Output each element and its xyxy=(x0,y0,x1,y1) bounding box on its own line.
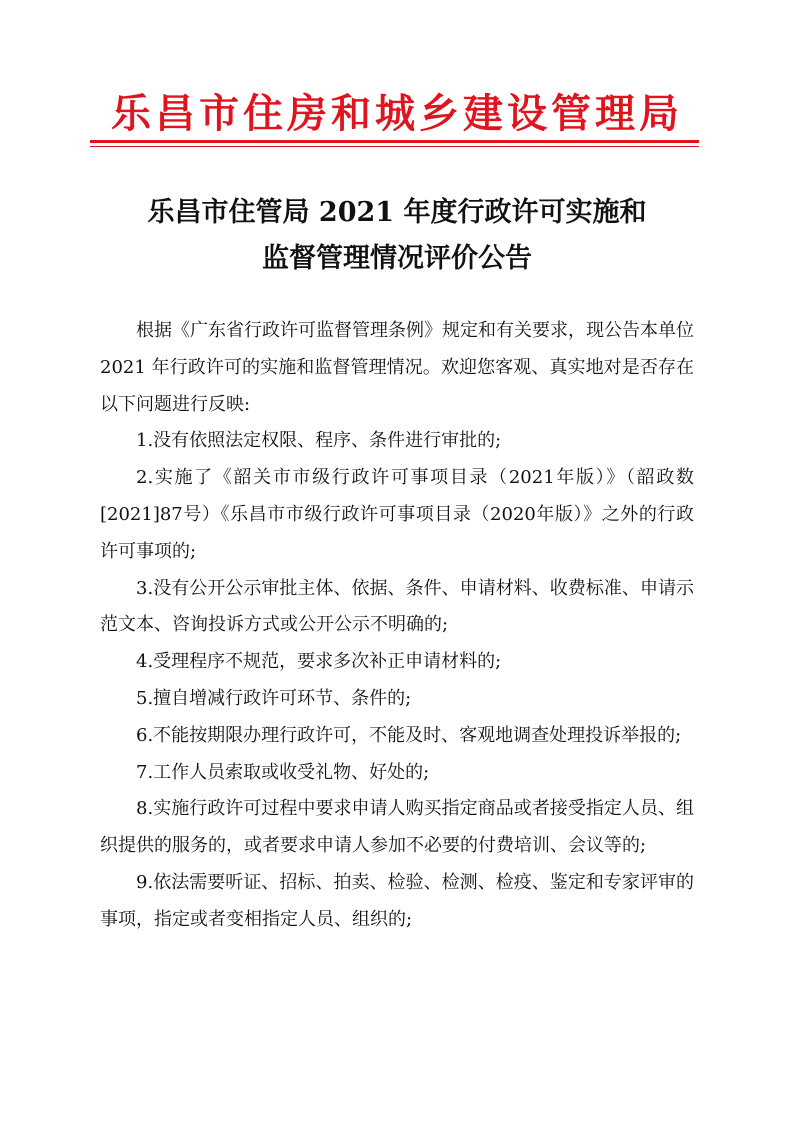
intro-paragraph: 根据《广东省行政许可监督管理条例》规定和有关要求，现公告本单位 2021 年行政许可的实施和监督管理情况。欢迎您客观、真实地对是否存在以下问题进行反映: xyxy=(100,320,694,415)
document-title xyxy=(90,190,704,282)
list-item-5: 5.擅自增减行政许可环节、条件的; xyxy=(136,687,412,709)
letterhead-red-rule-thick xyxy=(90,140,699,143)
letterhead-org-name: 乐昌市住房和城乡建设管理局 xyxy=(111,90,683,137)
title-line-2: 监督管理情况评价公告 xyxy=(262,243,532,274)
list-item-9: 9.依法需要听证、招标、拍卖、检验、检测、检疫、鉴定和专家评审的事项，指定或者变相指定人员、组织的; xyxy=(100,871,694,930)
list-item-2: 2.实施了《韶关市市级行政许可事项目录（2021年版）》（韶政数[2021]87号）《乐昌市市级行政许可事项目录（2020年版）》之外的行政许可事项的; xyxy=(100,467,694,562)
letterhead-red-rule-thin xyxy=(90,146,699,147)
list-item-3: 3.没有公开公示审批主体、依据、条件、申请材料、收费标准、申请示范文本、咨询投诉方式或公开公示不明确的; xyxy=(100,577,694,636)
list-item-4: 4.受理程序不规范，要求多次补正申请材料的; xyxy=(136,651,502,673)
list-item-8: 8.实施行政许可过程中要求申请人购买指定商品或者接受指定人员、组织提供的服务的，或者要求申请人参加不必要的付费培训、会议等的; xyxy=(100,798,694,857)
title-line-1: 乐昌市住管局 2021 年度行政许可实施和 xyxy=(147,197,647,228)
list-item-7: 7.工作人员索取或收受礼物、好处的; xyxy=(136,761,430,783)
document-body xyxy=(100,313,694,939)
list-item-1: 1.没有依照法定权限、程序、条件进行审批的; xyxy=(136,430,502,452)
list-item-6: 6.不能按期限办理行政许可，不能及时、客观地调查处理投诉举报的; xyxy=(136,724,682,746)
